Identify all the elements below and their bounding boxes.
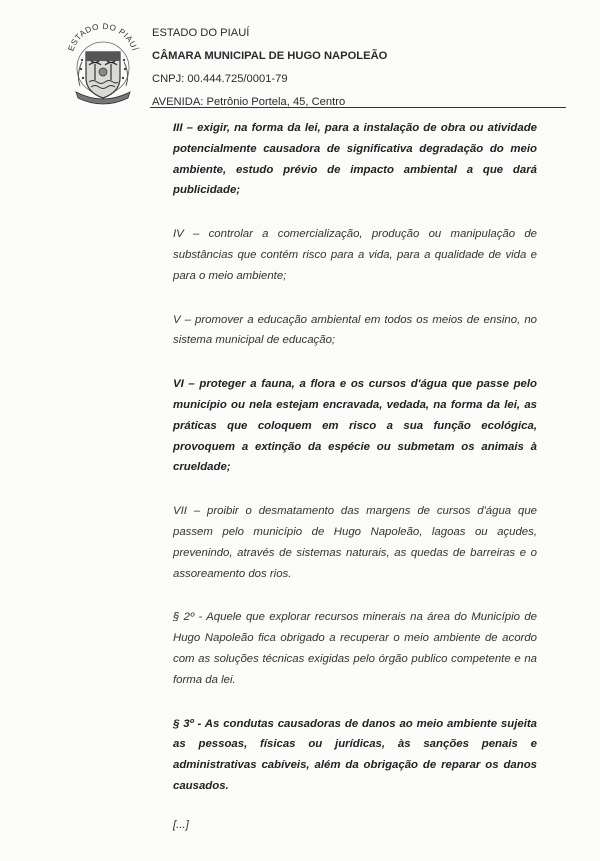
paragraph-item-iii: III – exigir, na forma da lei, para a instalação de obra ou atividade potencialmente causadora de significativa degradação do meio ambiente, estudo prévio de impacto ambiental a que dará publicidade; [173,122,537,197]
state-seal-icon [62,20,144,106]
document-body [173,118,537,831]
letterhead [152,22,552,114]
paragraph-item-iv: IV – controlar a comercialização, produção ou manipulação de substâncias que contém risco para a vida, para a qualidade de vida e para o meio ambiente; [173,228,537,282]
chamber-name: CÂMARA MUNICIPAL DE HUGO NAPOLEÃO [152,50,388,62]
paragraph-item-vi: VI – proteger a fauna, a flora e os cursos d'água que passe pelo município ou nela estejam encravada, vedada, na forma da lei, as práticas que coloquem em risco a sua função ecológica, provoquem a extinção da espécie ou submetam os animais à crueldade; [173,378,537,474]
paragraph-section-3: § 3º - As condutas causadoras de danos ao meio ambiente sujeita as pessoas, físicas ou jurídicas, às sanções penais e administrativas cabíveis, além da obrigação de reparar os danos causados. [173,717,537,792]
seal-text: ESTADO DO PIAUÍ [66,21,140,53]
svg-text:ESTADO DO PIAUÍ [66,22,140,53]
header-divider [150,107,566,108]
paragraph-item-v: V – promover a educação ambiental em todos os meios de ensino, no sistema municipal de educação; [173,313,537,347]
omission-marker: [...] [173,818,189,831]
state-name: ESTADO DO PIAUÍ [152,27,250,39]
cnpj-line: CNPJ: 00.444.725/0001-79 [152,73,288,85]
address-line: AVENIDA: Petrônio Portela, 45, Centro [152,96,346,108]
paragraph-item-vii: VII – proibir o desmatamento das margens de cursos d'água que passem pelo município de Hugo Napoleão, lagoas ou açudes, prevenindo, através de sistemas naturais, as quedas de barreiras e o assoreamento dos rios. [173,505,537,580]
paragraph-section-2: § 2º - Aquele que explorar recursos minerais na área do Município de Hugo Napoleão fica obrigado a recuperar o meio ambiente de acordo com as soluções técnicas exigidas pelo órgão publico competente e na forma da lei. [173,611,537,686]
